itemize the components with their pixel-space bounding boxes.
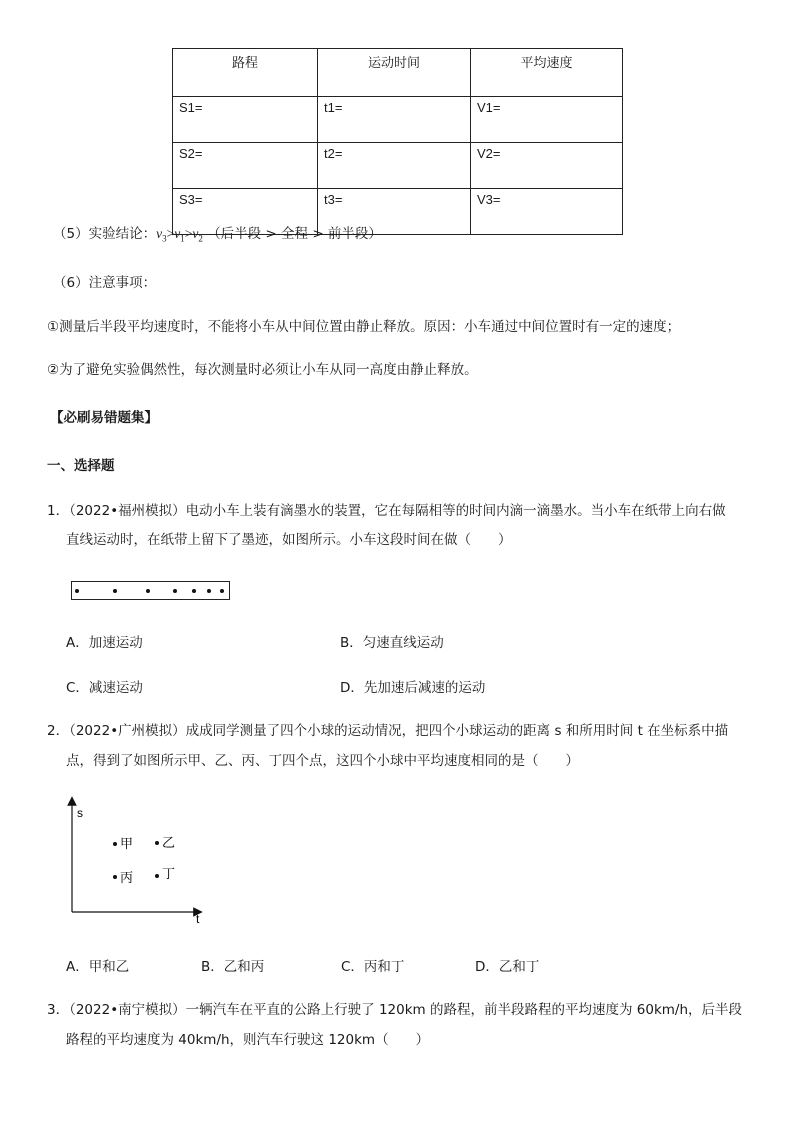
note-1: ①测量后半段平均速度时，不能将小车从中间位置由静止释放。原因：小车通过中间位置时有一定的速度； bbox=[47, 319, 681, 335]
table-header: 路程 bbox=[173, 49, 318, 97]
subscript: 3 bbox=[162, 233, 167, 244]
point-ding bbox=[155, 874, 159, 878]
q1-option-c[interactable]: C．减速运动 bbox=[66, 680, 143, 696]
q2-option-b[interactable]: B．乙和丙 bbox=[201, 959, 265, 975]
ink-dot bbox=[173, 589, 177, 593]
question-1-line-2: 直线运动时，在纸带上留下了墨迹，如图所示。小车这段时间在做（ ） bbox=[66, 532, 512, 548]
ink-dot bbox=[75, 589, 79, 593]
question-1-line-1: 1．（2022•福州模拟）电动小车上装有滴墨水的装置，它在每隔相等的时间内滴一滴墨水。当小车在纸带上向右做 bbox=[47, 503, 726, 519]
question-3-line-1: 3．（2022•南宁模拟）一辆汽车在平直的公路上行驶了 120km 的路程，前半段路程的平均速度为 60km/h，后半段 bbox=[47, 1002, 743, 1018]
point-jia bbox=[113, 842, 117, 846]
subsection-title: 一、选择题 bbox=[47, 458, 115, 474]
y-axis-label: s bbox=[77, 806, 83, 820]
point-label-ding: 丁 bbox=[162, 867, 176, 882]
table-cell: S2= bbox=[173, 143, 318, 189]
velocity-symbol: v bbox=[174, 226, 181, 241]
conclusion-line bbox=[53, 224, 382, 249]
q2-option-a[interactable]: A．甲和乙 bbox=[66, 959, 130, 975]
x-axis-label: t bbox=[196, 912, 200, 926]
point-yi bbox=[155, 841, 159, 845]
point-bing bbox=[113, 875, 117, 879]
ink-dot bbox=[220, 589, 224, 593]
point-label-jia: 甲 bbox=[120, 837, 134, 852]
table-cell: V3= bbox=[471, 189, 623, 235]
table-row bbox=[173, 97, 623, 143]
question-3-line-2: 路程的平均速度为 40km/h，则汽车行驶这 120km（ ） bbox=[66, 1032, 430, 1048]
table-cell: V2= bbox=[471, 143, 623, 189]
question-2-line-1: 2．（2022•广州模拟）成成同学测量了四个小球的运动情况，把四个小球运动的距离 s 和所用时间 t 在坐标系中描 bbox=[47, 723, 729, 739]
greater-than: > bbox=[166, 226, 175, 241]
point-label-bing: 丙 bbox=[120, 871, 134, 886]
table-cell: V1= bbox=[471, 97, 623, 143]
table-cell: S3= bbox=[173, 189, 318, 235]
table-header: 平均速度 bbox=[471, 49, 623, 97]
ink-strip-figure bbox=[71, 581, 230, 600]
measurement-table bbox=[172, 48, 623, 235]
q1-option-d[interactable]: D．先加速后减速的运动 bbox=[340, 680, 486, 696]
greater-than: > bbox=[184, 226, 193, 241]
conclusion-prefix: （5）实验结论： bbox=[53, 226, 157, 242]
subscript: 2 bbox=[198, 233, 203, 244]
q1-option-b[interactable]: B．匀速直线运动 bbox=[340, 635, 444, 651]
q2-option-c[interactable]: C．丙和丁 bbox=[341, 959, 405, 975]
conclusion-note: （后半段 > 全程 > 前半段） bbox=[207, 226, 382, 242]
point-label-yi: 乙 bbox=[162, 836, 176, 851]
section-title: 【必刷易错题集】 bbox=[50, 410, 158, 426]
q2-option-d[interactable]: D．乙和丁 bbox=[475, 959, 540, 975]
ink-dot bbox=[207, 589, 211, 593]
s-t-graph bbox=[60, 795, 220, 930]
q1-option-a[interactable]: A．加速运动 bbox=[66, 635, 143, 651]
table-row bbox=[173, 143, 623, 189]
velocity-symbol: v bbox=[192, 226, 199, 241]
table-header-row bbox=[173, 49, 623, 97]
table-cell: S1= bbox=[173, 97, 318, 143]
question-2-line-2: 点，得到了如图所示甲、乙、丙、丁四个点，这四个小球中平均速度相同的是（ ） bbox=[66, 753, 579, 769]
notes-title: （6）注意事项： bbox=[53, 275, 157, 291]
subscript: 1 bbox=[180, 233, 185, 244]
ink-dot bbox=[192, 589, 196, 593]
velocity-symbol: v bbox=[156, 226, 163, 241]
table-header: 运动时间 bbox=[318, 49, 471, 97]
table-cell: t2= bbox=[318, 143, 471, 189]
ink-dot bbox=[113, 589, 117, 593]
table-cell: t3= bbox=[318, 189, 471, 235]
note-2: ②为了避免实验偶然性，每次测量时必须让小车从同一高度由静止释放。 bbox=[47, 362, 478, 378]
table-cell: t1= bbox=[318, 97, 471, 143]
ink-dot bbox=[146, 589, 150, 593]
